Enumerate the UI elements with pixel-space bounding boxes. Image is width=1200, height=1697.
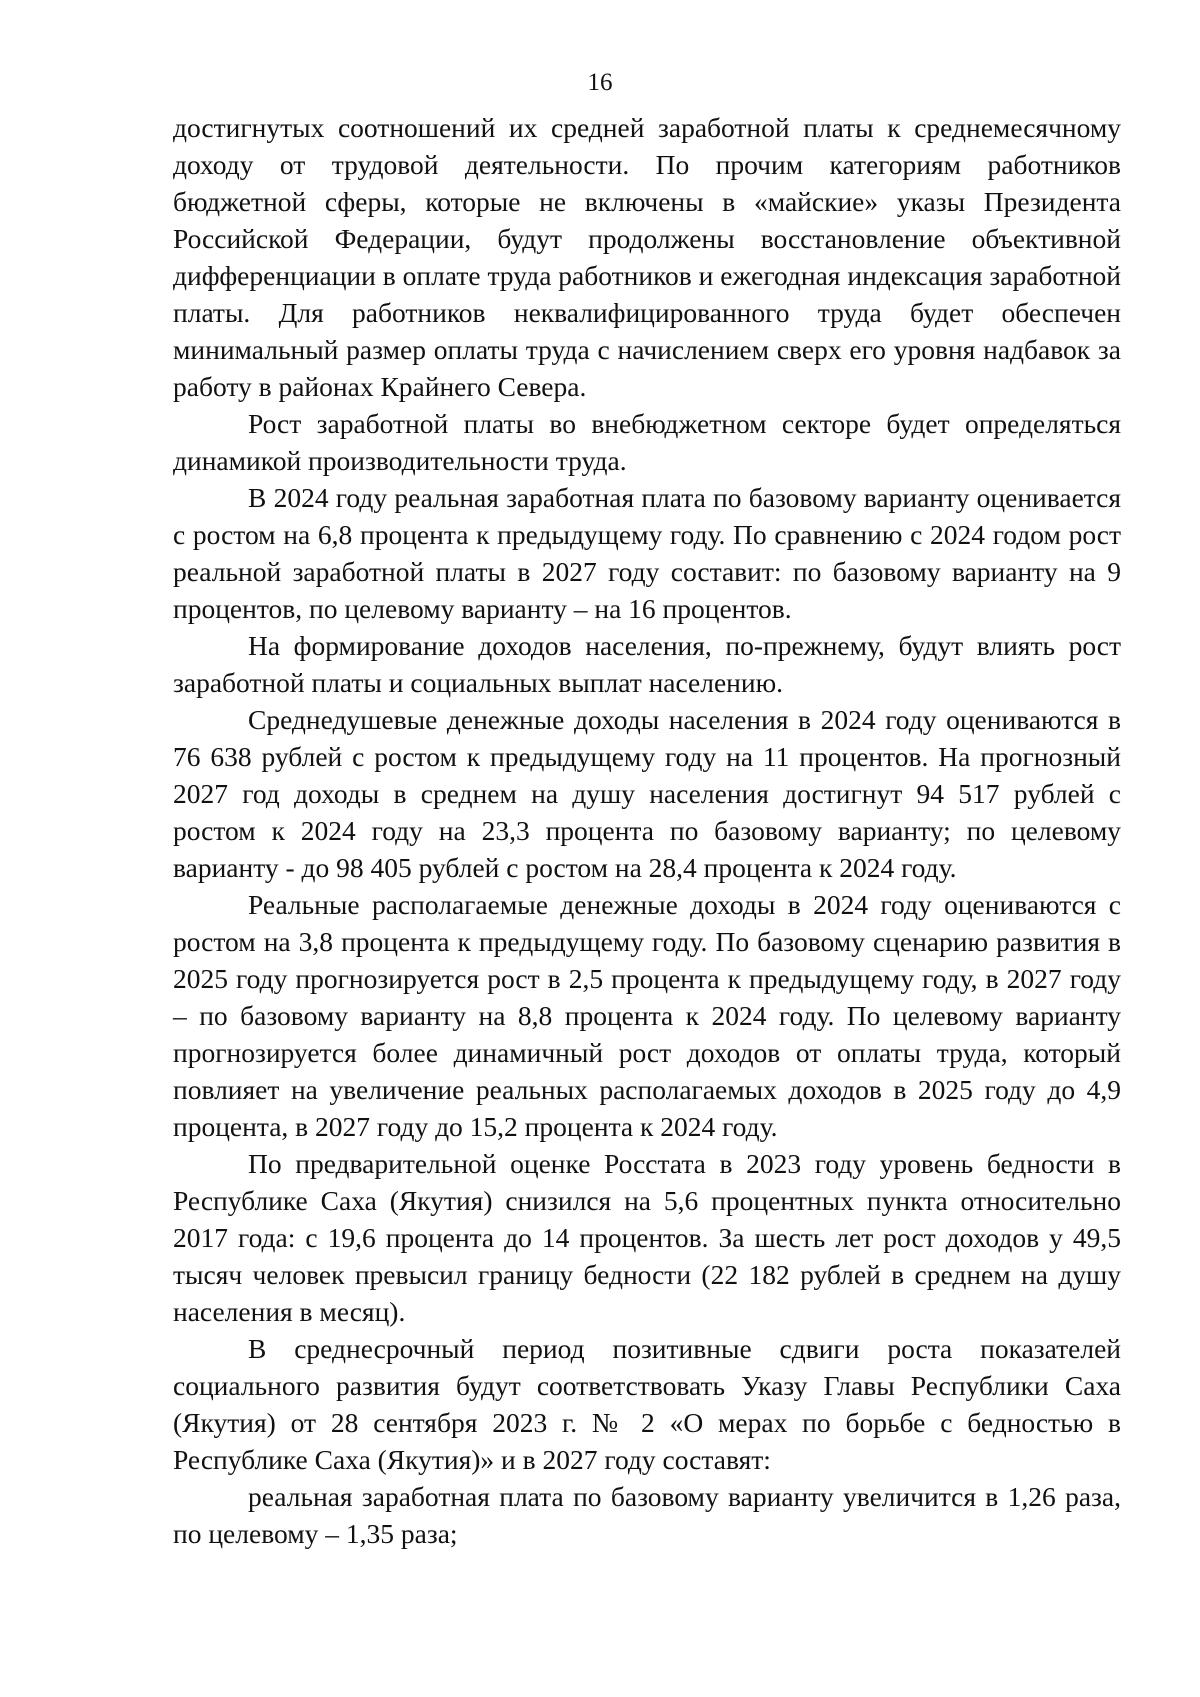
paragraph: По предварительной оценке Росстата в 2023 году уровень бедности в Республике Саха (Якутия) снизился на 5,6 процентных пункта относительно 2017 года: с 19,6 процента до 14 процентов. За шесть лет рост доходов у 49,5 тысяч человек превысил границу бедности (22 182 рублей в среднем на душу населения в месяц). [173,1148,1121,1327]
paragraph: достигнутых соотношений их средней заработной платы к среднемесячному доходу от трудовой деятельности. По прочим категориям работников бюджетной сферы, которые не включены в «майские» указы Президента Российской Федерации, будут продолжены восстановление объективной дифференциации в оплате труда работников и ежегодная индексация заработной платы. Для работников неквалифицированного труда будет обеспечен минимальный размер оплаты труда с начислением сверх его уровня надбавок за работу в районах Крайнего Севера. [173,112,1121,402]
paragraph: В 2024 году реальная заработная плата по базовому варианту оценивается с ростом на 6,8 процента к предыдущему году. По сравнению с 2024 годом рост реальной заработной платы в 2027 году составит: по базовому варианту на 9 процентов, по целевому варианту – на 16 процентов. [173,482,1121,624]
paragraph: Рост заработной платы во внебюджетном секторе будет определяться динамикой производительности труда. [173,408,1121,476]
paragraph: Реальные располагаемые денежные доходы в 2024 году оцениваются с ростом на 3,8 процента к предыдущему году. По базовому сценарию развития в 2025 году прогнозируется рост в 2,5 процента к предыдущему году, в 2027 году – по базовому варианту на 8,8 процента к 2024 году. По целевому варианту прогнозируется более динамичный рост доходов от оплаты труда, который повлияет на увеличение реальных располагаемых доходов в 2025 году до 4,9 процента, в 2027 году до 15,2 процента к 2024 году. [173,889,1121,1142]
paragraph: На формирование доходов населения, по-прежнему, будут влиять рост заработной платы и социальных выплат населению. [173,630,1121,698]
page-number: 16 [587,69,613,96]
document-body [173,109,1121,1552]
paragraph: Среднедушевые денежные доходы населения в 2024 году оцениваются в 76 638 рублей с ростом к предыдущему году на 11 процентов. На прогнозный 2027 год доходы в среднем на душу населения достигнут 94 517 рублей с ростом к 2024 году на 23,3 процента по базовому варианту; по целевому варианту - до 98 405 рублей с ростом на 28,4 процента к 2024 году. [173,704,1121,883]
paragraph: В среднесрочный период позитивные сдвиги роста показателей социального развития будут соответствовать Указу Главы Республики Саха (Якутия) от 28 сентября 2023 г. № 2 «О мерах по борьбе с бедностью в Республике Саха (Якутия)» и в 2027 году составят: [173,1333,1121,1475]
paragraph: реальная заработная плата по базовому варианту увеличится в 1,26 раза, по целевому – 1,35 раза; [173,1481,1121,1549]
